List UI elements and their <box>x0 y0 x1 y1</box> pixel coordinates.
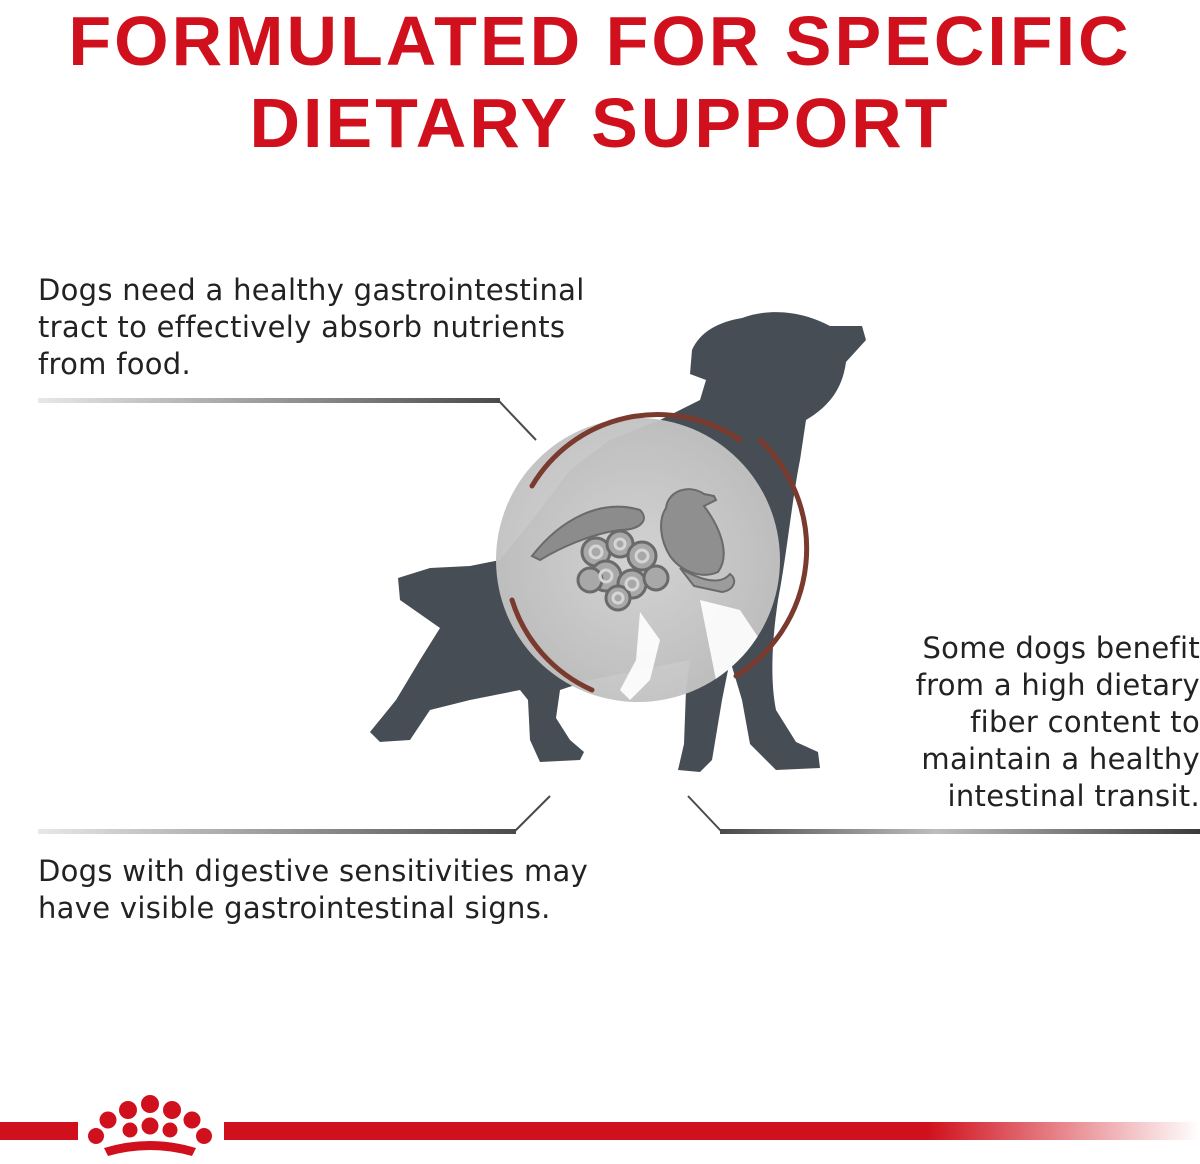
callout-digestive-sensitivities: Dogs with digestive sensitivities may have visible gastrointestinal signs. <box>38 854 589 925</box>
connector-line-top-left <box>38 398 536 440</box>
page-title-line-2: DIETARY SUPPORT <box>249 84 951 162</box>
brand-bar <box>0 1122 1200 1140</box>
callout-absorb-nutrients: Dogs need a healthy gastrointestinal tract to effectively absorb nutrients from food. <box>38 273 585 381</box>
connector-line-right <box>688 796 1200 834</box>
crown-logo-icon <box>88 1095 212 1156</box>
callout-dietary-fiber: Some dogs benefit from a high dietary fiber content to maintain a healthy intestinal transit. <box>915 631 1200 813</box>
page-title-line-1: FORMULATED FOR SPECIFIC <box>68 2 1132 80</box>
connector-line-bottom-left <box>38 796 550 834</box>
